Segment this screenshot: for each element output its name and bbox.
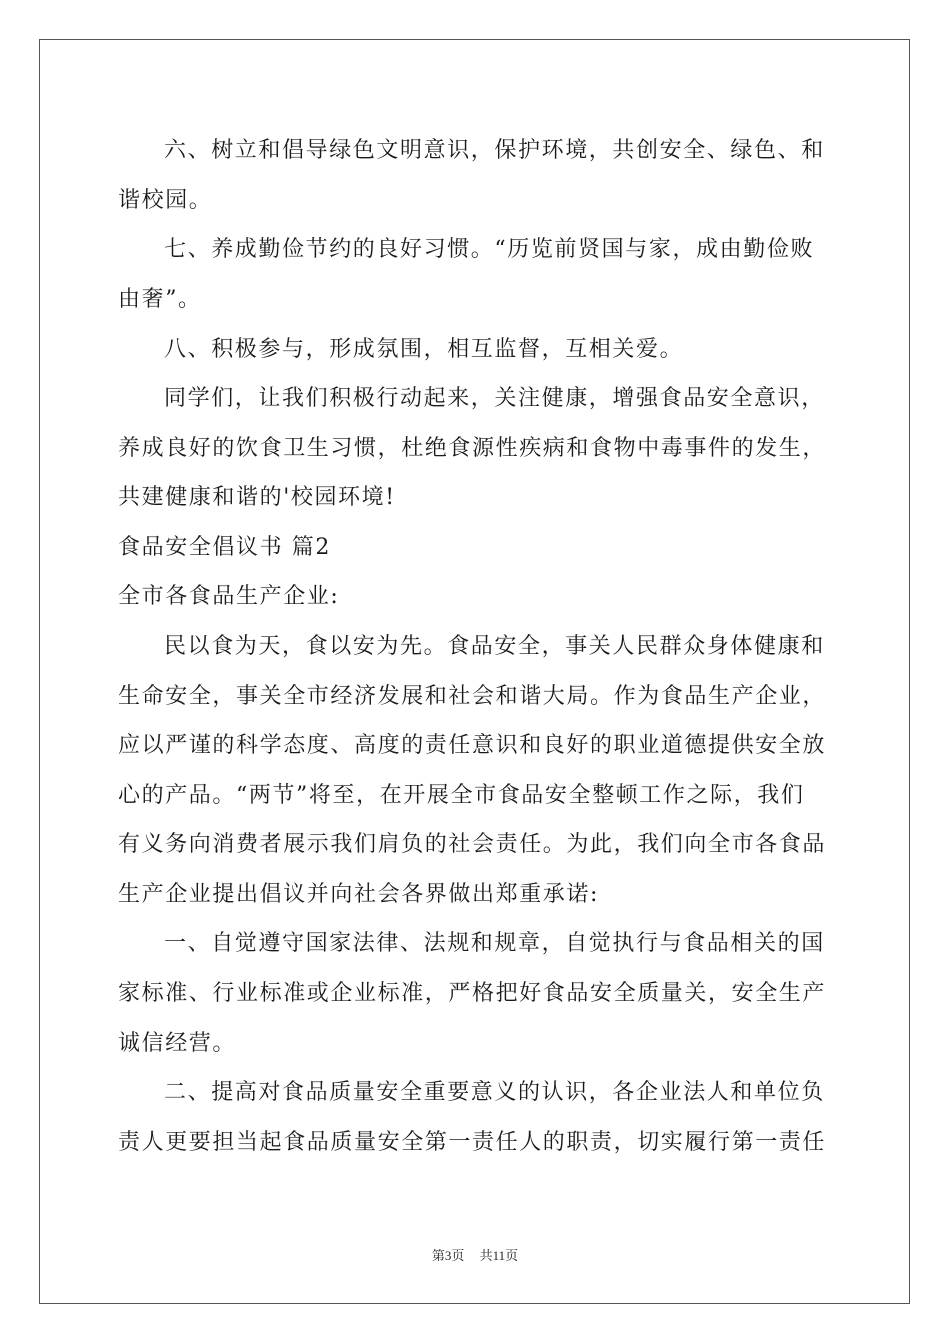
text-line: 同学们，让我们积极行动起来，关注健康，增强食品安全意识，: [164, 386, 825, 411]
text-line: 二、提高对食品质量安全重要意义的认识，各企业法人和单位负: [164, 1080, 825, 1105]
text-line: 八、积极参与，形成氛围，相互监督，互相关爱。: [164, 337, 684, 362]
text-line: 责人更要担当起食品质量安全第一责任人的职责，切实履行第一责任: [118, 1130, 827, 1155]
text-line: 生产企业提出倡议并向社会各界做出郑重承诺:: [118, 882, 600, 907]
text-line: 应以严谨的科学态度、高度的责任意识和良好的职业道德提供安全放: [118, 733, 827, 758]
text-line: 六、树立和倡导绿色文明意识，保护环境，共创安全、绿色、和: [164, 138, 825, 163]
text-line: 民以食为天，食以安为先。食品安全，事关人民群众身体健康和: [164, 634, 825, 659]
text-line: 诚信经营。: [118, 1031, 237, 1056]
text-line: 七、养成勤俭节约的良好习惯。“历览前贤国与家，成由勤俭败: [164, 237, 815, 262]
text-line: 有义务向消费者展示我们肩负的社会责任。为此，我们向全市各食品: [118, 832, 827, 857]
text-line: 心的产品。“两节”将至，在开展全市食品安全整顿工作之际，我们: [118, 783, 805, 808]
text-line: 养成良好的饮食卫生习惯，杜绝食源性疾病和食物中毒事件的发生，: [118, 436, 827, 461]
page-total: 共11页: [479, 1248, 519, 1263]
text-line: 生命安全，事关全市经济发展和社会和谐大局。作为食品生产企业，: [118, 684, 827, 709]
salutation: 全市各食品生产企业:: [118, 584, 340, 609]
page-footer: [0, 1245, 950, 1264]
page-number: 第3页: [431, 1248, 465, 1263]
text-line: 家标准、行业标准或企业标准，严格把好食品安全质量关，安全生产: [118, 981, 827, 1006]
text-line: 共建健康和谐的'校园环境!: [118, 485, 396, 510]
text-line: 谐校园。: [118, 188, 213, 213]
text-line: 一、自觉遵守国家法律、法规和规章，自觉执行与食品相关的国: [164, 931, 825, 956]
text-line: 由奢”。: [118, 287, 202, 312]
section-heading: 食品安全倡议书 篇2: [118, 535, 331, 560]
page-border: [39, 39, 910, 1304]
